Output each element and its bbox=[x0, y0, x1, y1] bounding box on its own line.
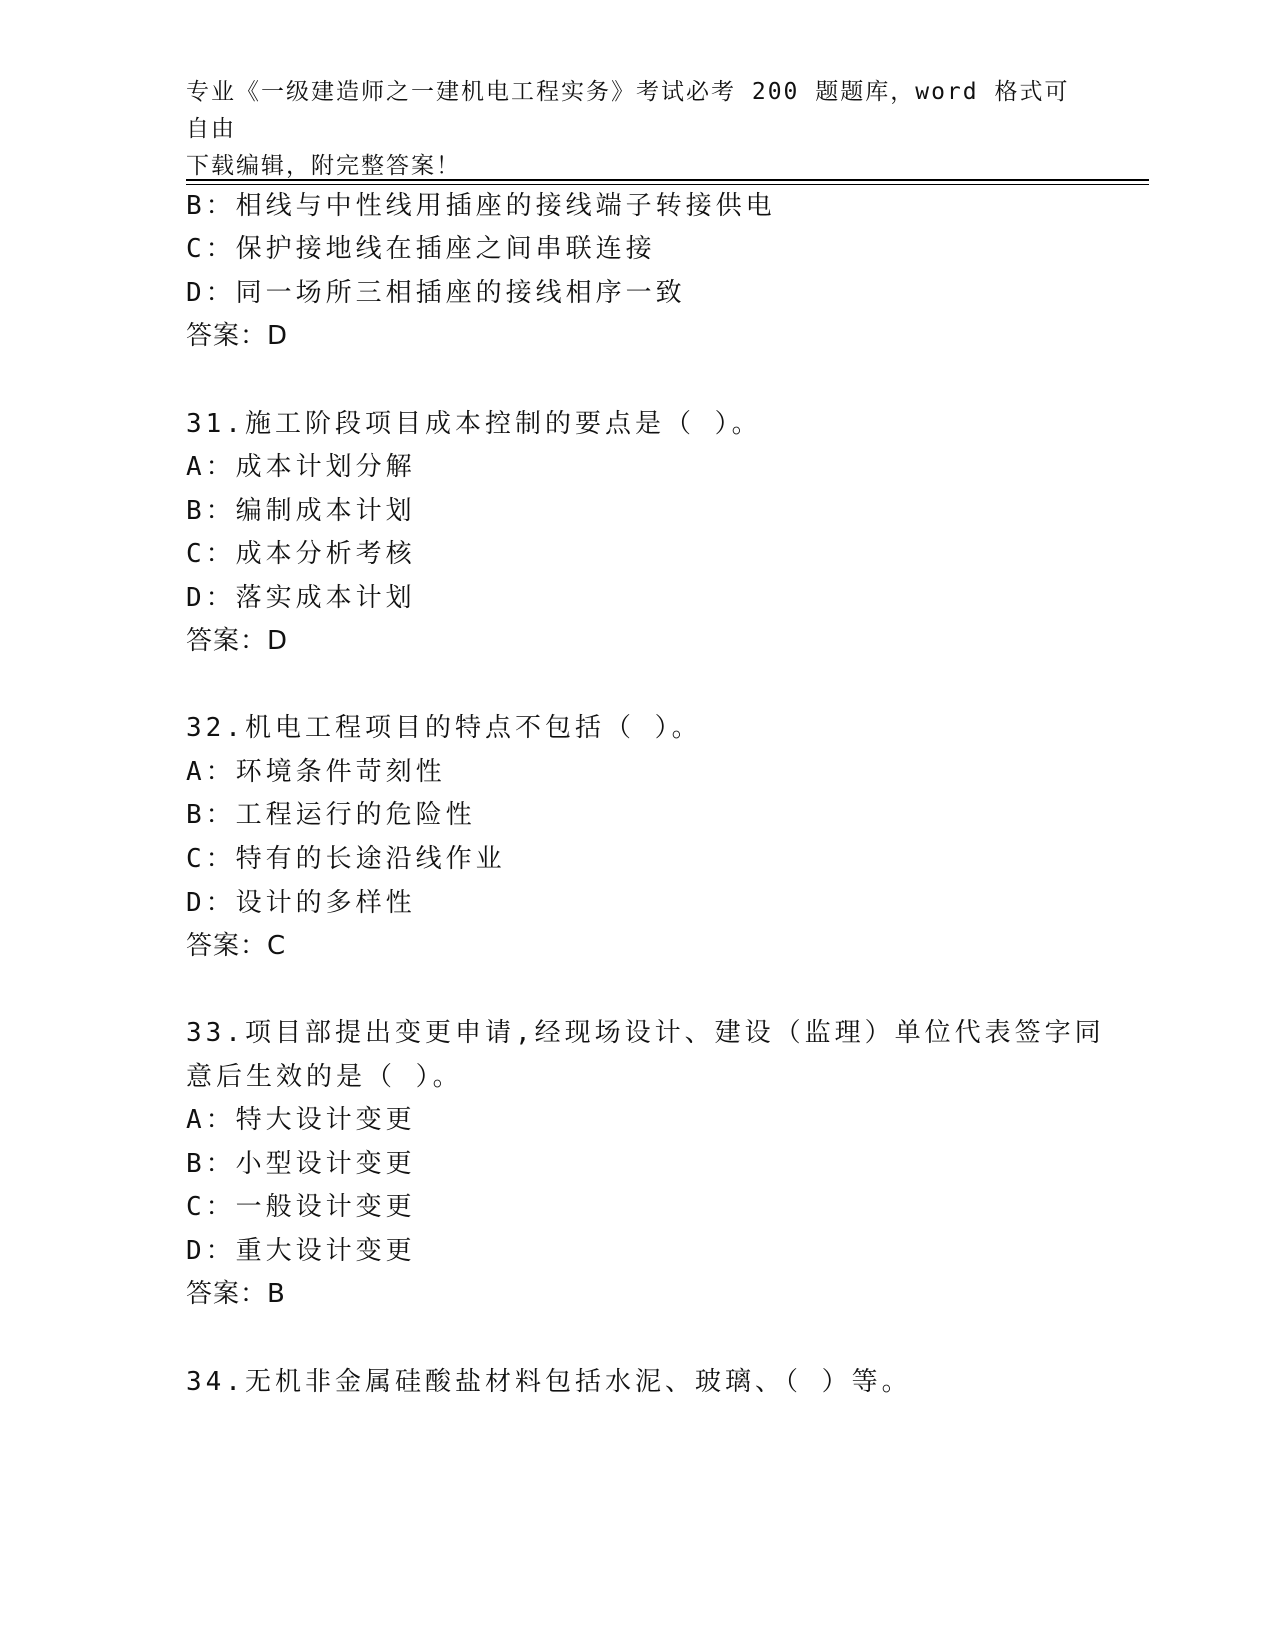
q32-stem: 32.机电工程项目的特点不包括（ ）。 bbox=[186, 713, 702, 743]
header-line-2: 下载编辑，附完整答案！ bbox=[186, 153, 461, 179]
document-header bbox=[186, 74, 1086, 185]
q33-option-a: A：特大设计变更 bbox=[186, 1105, 416, 1135]
q31-option-b: B：编制成本计划 bbox=[186, 496, 416, 526]
header-divider-thick bbox=[186, 179, 1149, 181]
header-divider-thin bbox=[186, 184, 1149, 185]
q30-option-d: D：同一场所三相插座的接线相序一致 bbox=[186, 278, 686, 308]
q33-answer: 答案：B bbox=[186, 1279, 286, 1309]
q32-option-c: C：特有的长途沿线作业 bbox=[186, 844, 506, 874]
q32-option-a: A：环境条件苛刻性 bbox=[186, 757, 446, 787]
q30-option-b: B：相线与中性线用插座的接线端子转接供电 bbox=[186, 191, 776, 221]
q31-option-d: D：落实成本计划 bbox=[186, 583, 416, 613]
q31-option-c: C：成本分析考核 bbox=[186, 539, 416, 569]
q34-stem: 34.无机非金属硅酸盐材料包括水泥、玻璃、（ ）等。 bbox=[186, 1367, 912, 1397]
q31-option-a: A：成本计划分解 bbox=[186, 452, 416, 482]
header-line-1: 专业《一级建造师之一建机电工程实务》考试必考 200 题题库，word 格式可自由 bbox=[186, 79, 1070, 142]
q33-stem-line-2: 意后生效的是（ ）。 bbox=[186, 1062, 463, 1092]
q32-answer: 答案：C bbox=[186, 931, 287, 961]
q33-option-d: D：重大设计变更 bbox=[186, 1236, 416, 1266]
q30-answer: 答案：D bbox=[186, 321, 289, 351]
q30-option-c: C：保护接地线在插座之间串联连接 bbox=[186, 234, 656, 264]
q33-stem-line-1: 33.项目部提出变更申请,经现场设计、建设（监理）单位代表签字同 bbox=[186, 1018, 1105, 1048]
q33-option-c: C：一般设计变更 bbox=[186, 1192, 416, 1222]
q32-option-d: D：设计的多样性 bbox=[186, 888, 416, 918]
q31-answer: 答案：D bbox=[186, 626, 289, 656]
q31-stem: 31.施工阶段项目成本控制的要点是（ ）。 bbox=[186, 409, 762, 439]
q33-option-b: B：小型设计变更 bbox=[186, 1149, 416, 1179]
q32-option-b: B：工程运行的危险性 bbox=[186, 800, 476, 830]
